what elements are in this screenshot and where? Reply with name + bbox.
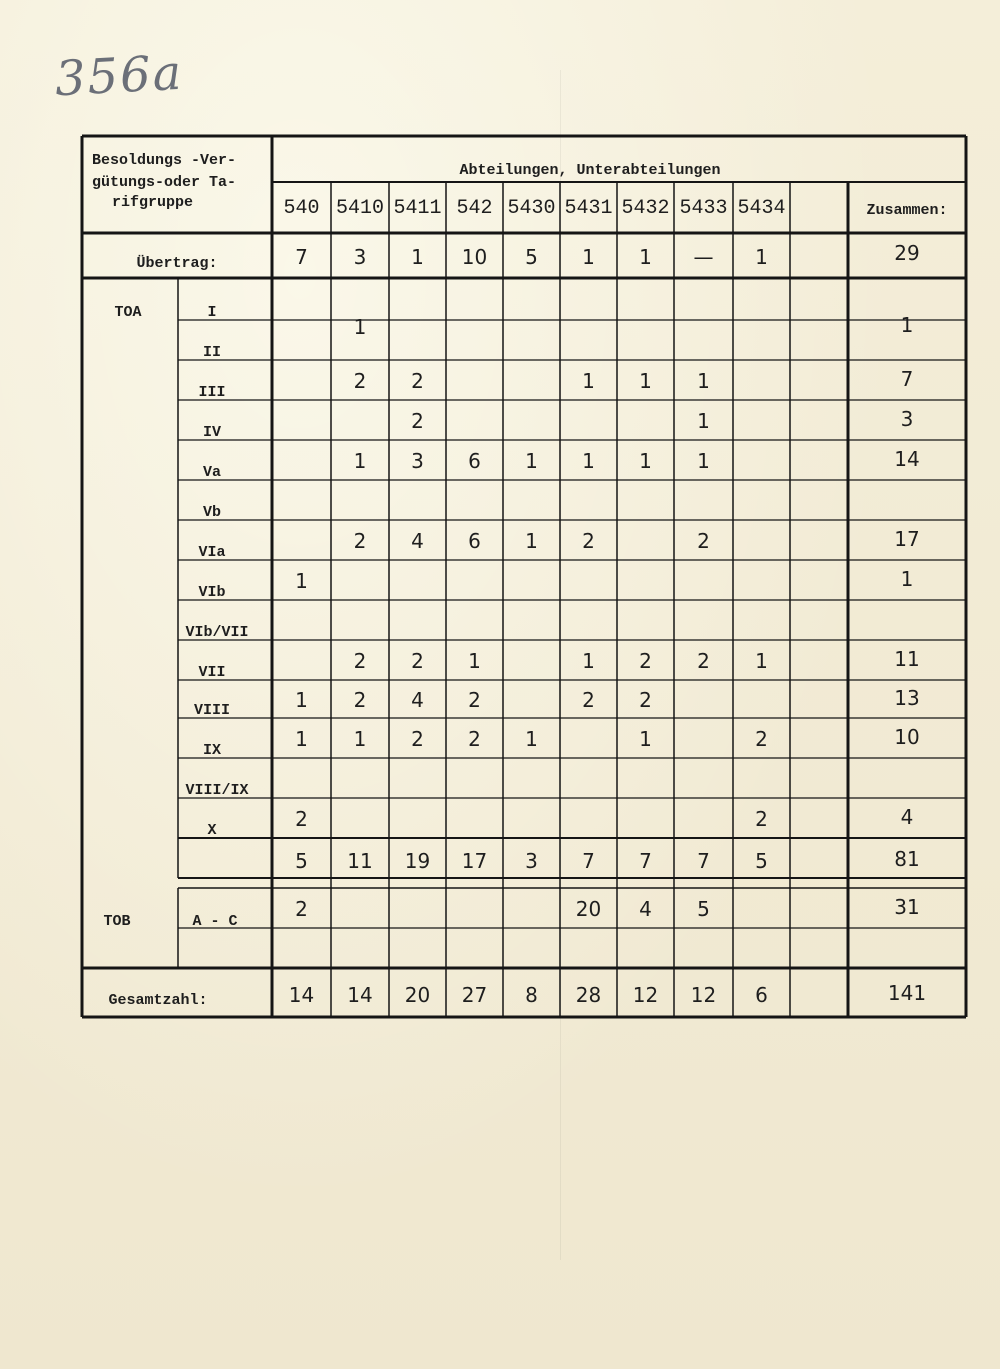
grand-total-value: 14 <box>347 983 373 1007</box>
grade-label: VIII <box>193 702 231 719</box>
grand-total-value: 28 <box>575 983 602 1007</box>
grade-cell-value: 3 <box>411 449 424 473</box>
grand-total-value: 27 <box>461 983 488 1007</box>
grade-cell-value: 1 <box>697 409 710 433</box>
grand-total-sum: 141 <box>887 981 927 1005</box>
grade-cell-value: 2 <box>755 727 768 751</box>
department-number: 5411 <box>393 197 442 220</box>
grand-total-value: 20 <box>404 983 431 1007</box>
subtotal-value: 7 <box>582 849 595 873</box>
grade-row-total: 3 <box>900 407 914 431</box>
grand-total-label: Gesamtzahl: <box>108 992 208 1009</box>
tob-cell-value: 2 <box>295 897 308 921</box>
carryover-value: — <box>693 245 714 269</box>
grade-cell-value: 2 <box>411 369 424 393</box>
carryover-total: 29 <box>894 241 920 265</box>
subtotal-value: 3 <box>525 849 538 873</box>
subtotal-value: 5 <box>295 849 308 873</box>
carryover-value: 10 <box>461 245 488 269</box>
grade-cell-value: 2 <box>468 688 481 712</box>
group-label-line-2: gütungs-oder Ta- <box>92 174 237 191</box>
grade-cell-value: 6 <box>468 529 481 553</box>
department-number: 5431 <box>564 197 613 220</box>
grade-cell-value: 1 <box>353 315 367 339</box>
grade-cell-value: 1 <box>353 449 367 473</box>
carryover-value: 5 <box>525 245 538 269</box>
carryover-value: 7 <box>295 245 308 269</box>
carryover-value: 1 <box>411 245 424 269</box>
grade-label: VIb/VII <box>185 624 249 641</box>
tob-grade-label: A - C <box>192 913 238 930</box>
grade-cell-value: 2 <box>411 409 424 433</box>
grade-cell-value: 1 <box>582 649 595 673</box>
grade-cell-value: 1 <box>295 688 308 712</box>
grade-cell-value: 1 <box>755 649 768 673</box>
grand-total-value: 8 <box>525 983 538 1007</box>
grade-cell-value: 1 <box>639 449 652 473</box>
grade-cell-value: 2 <box>639 688 652 712</box>
grade-row-total: 14 <box>894 447 920 471</box>
toa-label: TOA <box>114 304 142 321</box>
grade-cell-value: 1 <box>639 727 652 751</box>
grade-cell-value: 1 <box>697 369 710 393</box>
grade-cell-value: 1 <box>468 649 481 673</box>
grade-cell-value: 4 <box>411 688 424 712</box>
grade-row-total: 1 <box>900 567 914 591</box>
grade-row-total: 13 <box>894 686 920 710</box>
grade-cell-value: 1 <box>525 529 538 553</box>
grade-cell-value: 1 <box>295 727 308 751</box>
grade-label: VIII/IX <box>185 782 249 799</box>
grade-label: III <box>198 384 226 401</box>
group-label-line-3: rifgruppe <box>112 194 194 211</box>
grade-cell-value: 2 <box>295 807 308 831</box>
grade-cell-value: 1 <box>697 449 710 473</box>
tob-label: TOB <box>103 913 131 930</box>
subtotal-value: 11 <box>347 849 373 873</box>
carryover-label: Übertrag: <box>136 255 218 272</box>
grade-label: Va <box>202 464 222 481</box>
carryover-value: 3 <box>353 245 367 269</box>
grade-cell-value: 2 <box>582 529 595 553</box>
carryover-value: 1 <box>755 245 768 269</box>
grade-label: VIa <box>198 544 226 561</box>
grand-total-value: 12 <box>632 983 659 1007</box>
grade-label: VII <box>198 664 226 681</box>
subtotal-value: 19 <box>404 849 431 873</box>
grand-total-value: 6 <box>755 983 768 1007</box>
department-number: 5433 <box>679 197 728 220</box>
department-number: 542 <box>456 197 493 220</box>
total-column-header: Zusammen: <box>866 202 948 219</box>
tob-cell-value: 4 <box>639 897 652 921</box>
grade-label: VIb <box>198 584 226 601</box>
grade-cell-value: 2 <box>353 529 367 553</box>
grade-cell-value: 1 <box>525 727 538 751</box>
department-number: 5410 <box>335 197 385 220</box>
grand-total-value: 14 <box>288 983 315 1007</box>
page-number: 356a <box>53 44 185 108</box>
grade-row-total: 4 <box>900 805 914 829</box>
department-number: 540 <box>283 197 320 220</box>
tob-cell-value: 5 <box>697 897 710 921</box>
subtotal-value: 7 <box>697 849 710 873</box>
grade-row-total: 17 <box>894 527 920 551</box>
subtotal-value: 5 <box>755 849 768 873</box>
subtotal-value: 17 <box>461 849 488 873</box>
grade-label: I <box>207 304 217 321</box>
grade-cell-value: 2 <box>639 649 652 673</box>
grade-cell-value: 2 <box>697 649 710 673</box>
grade-label: IX <box>202 742 222 759</box>
carryover-value: 1 <box>639 245 652 269</box>
department-number: 5430 <box>507 197 556 220</box>
grade-label: Vb <box>202 504 222 521</box>
grade-cell-value: 2 <box>755 807 768 831</box>
department-number: 5434 <box>737 197 786 220</box>
grade-cell-value: 2 <box>697 529 710 553</box>
grade-cell-value: 2 <box>582 688 595 712</box>
grade-cell-value: 1 <box>582 449 595 473</box>
grade-cell-value: 6 <box>468 449 481 473</box>
grade-label: IV <box>202 424 222 441</box>
grade-cell-value: 1 <box>353 727 367 751</box>
subtotal-total: 81 <box>894 847 920 871</box>
grade-cell-value: 2 <box>468 727 481 751</box>
carryover-value: 1 <box>582 245 595 269</box>
department-number: 5432 <box>621 197 670 220</box>
grade-cell-value: 1 <box>525 449 538 473</box>
grade-label: X <box>207 822 217 839</box>
grade-cell-value: 2 <box>353 688 367 712</box>
grade-cell-value: 1 <box>582 369 595 393</box>
grade-row-total: 1 <box>900 313 914 337</box>
grade-row-total: 10 <box>894 725 920 749</box>
grade-cell-value: 2 <box>411 727 424 751</box>
group-label-line-1: Besoldungs -Ver- <box>92 152 237 169</box>
grade-cell-value: 2 <box>411 649 424 673</box>
tob-total: 31 <box>894 895 920 919</box>
tob-cell-value: 20 <box>575 897 602 921</box>
grade-label: II <box>202 344 222 361</box>
departments-title: Abteilungen, Unterabteilungen <box>459 162 721 179</box>
grade-cell-value: 4 <box>411 529 424 553</box>
grade-row-total: 7 <box>900 367 914 391</box>
grade-row-total: 11 <box>894 647 920 671</box>
subtotal-value: 7 <box>639 849 652 873</box>
grand-total-value: 12 <box>690 983 717 1007</box>
grade-cell-value: 2 <box>353 369 367 393</box>
grade-cell-value: 1 <box>639 369 652 393</box>
grade-cell-value: 2 <box>353 649 367 673</box>
grade-cell-value: 1 <box>295 569 308 593</box>
